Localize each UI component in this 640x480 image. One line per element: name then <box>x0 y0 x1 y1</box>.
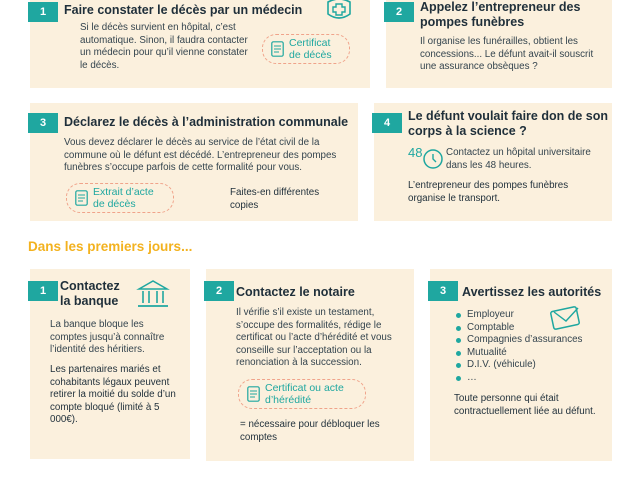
card-banque <box>30 269 190 459</box>
card-autorites <box>430 269 612 461</box>
card-text-secondary: L’entrepreneur des pompes funèbres organise le transport. <box>408 180 569 204</box>
certificat-heredite-pill <box>238 379 366 409</box>
medical-cross-icon <box>324 0 354 22</box>
card-text: Vous devez déclarer le décès au service de l’état civil de la commune où le défunt est décédé. L’entrepreneur des pompes funèbres s’occupe parfois de cette formalité pour vous. <box>64 137 337 174</box>
card-title: Faire constater le décès par un médecin <box>64 3 303 17</box>
card-text: Il vérifie s’il existe un testament, s’occupe des formalités, rédige le certificat ou l’acte d’hérédité et vous conseille sur l’acceptation ou la renonciation à la succession. <box>236 307 392 369</box>
document-icon <box>75 190 88 206</box>
card-text: Il organise les funérailles, obtient les concessions... Le défunt avait-il souscrit une assurance obsèques ? <box>420 36 594 73</box>
step-badge: 4 <box>372 113 402 133</box>
card-title: Contactez le notaire <box>236 285 355 299</box>
pill-label: Extrait d’acte de décès <box>93 186 154 210</box>
step-badge: 2 <box>384 2 414 22</box>
document-icon <box>247 386 260 402</box>
card-title: Déclarez le décès à l’administration communale <box>64 115 349 129</box>
certificat-deces-pill <box>262 34 350 64</box>
card-note: = nécessaire pour débloquer les comptes <box>240 419 380 443</box>
pill-label: Certificat de décès <box>289 37 332 61</box>
step-badge: 2 <box>204 281 234 301</box>
section-title: Dans les premiers jours... <box>28 239 193 254</box>
card-note: Faites-en différentes copies <box>230 187 320 211</box>
card-notaire <box>206 269 414 461</box>
bank-icon <box>136 279 170 309</box>
card-text-secondary: Les partenaires mariés et cohabitants légaux peuvent retirer la moitié du solde d’un compte bloqué (limité à 5 000€). <box>50 364 176 426</box>
list-item: Mutualité <box>454 347 604 360</box>
card-don-corps <box>374 103 612 221</box>
list-item: D.I.V. (véhicule) <box>454 359 604 372</box>
card-medecin <box>30 0 370 88</box>
card-title: Le défunt voulait faire don de son corps à la science ? <box>408 109 609 138</box>
list-item: … <box>454 372 604 385</box>
card-pompes-funebres <box>386 0 612 88</box>
list-item: Compagnies d’assurances <box>454 334 604 347</box>
autorites-list <box>454 309 604 385</box>
card-text: Contactez un hôpital universitaire dans les 48 heures. <box>446 147 591 171</box>
step-badge: 3 <box>28 113 58 133</box>
extrait-acte-pill <box>66 183 174 213</box>
step-badge: 1 <box>28 281 58 301</box>
card-text: La banque bloque les comptes jusqu’à connaître l’identité des héritiers. <box>50 319 165 356</box>
clock-number: 48 <box>408 145 423 160</box>
card-text: Si le décès survient en hôpital, c’est automatique. Sinon, il faudra contacter un médecin pour qu’il vienne constater le décès. <box>80 22 248 71</box>
list-item: Comptable <box>454 322 604 335</box>
pill-label: Certificat ou acte d’hérédité <box>265 382 344 406</box>
list-item: Employeur <box>454 309 604 322</box>
step-badge: 3 <box>428 281 458 301</box>
clock-icon <box>408 143 444 173</box>
document-icon <box>271 41 284 57</box>
card-title: Contactez la banque <box>60 279 120 308</box>
step-badge: 1 <box>28 2 58 22</box>
card-title: Avertissez les autorités <box>462 285 602 299</box>
card-administration <box>30 103 358 221</box>
card-title: Appelez l’entrepreneur des pompes funèbres <box>420 0 581 29</box>
card-text-secondary: Toute personne qui était contractuellement liée au défunt. <box>454 393 596 417</box>
